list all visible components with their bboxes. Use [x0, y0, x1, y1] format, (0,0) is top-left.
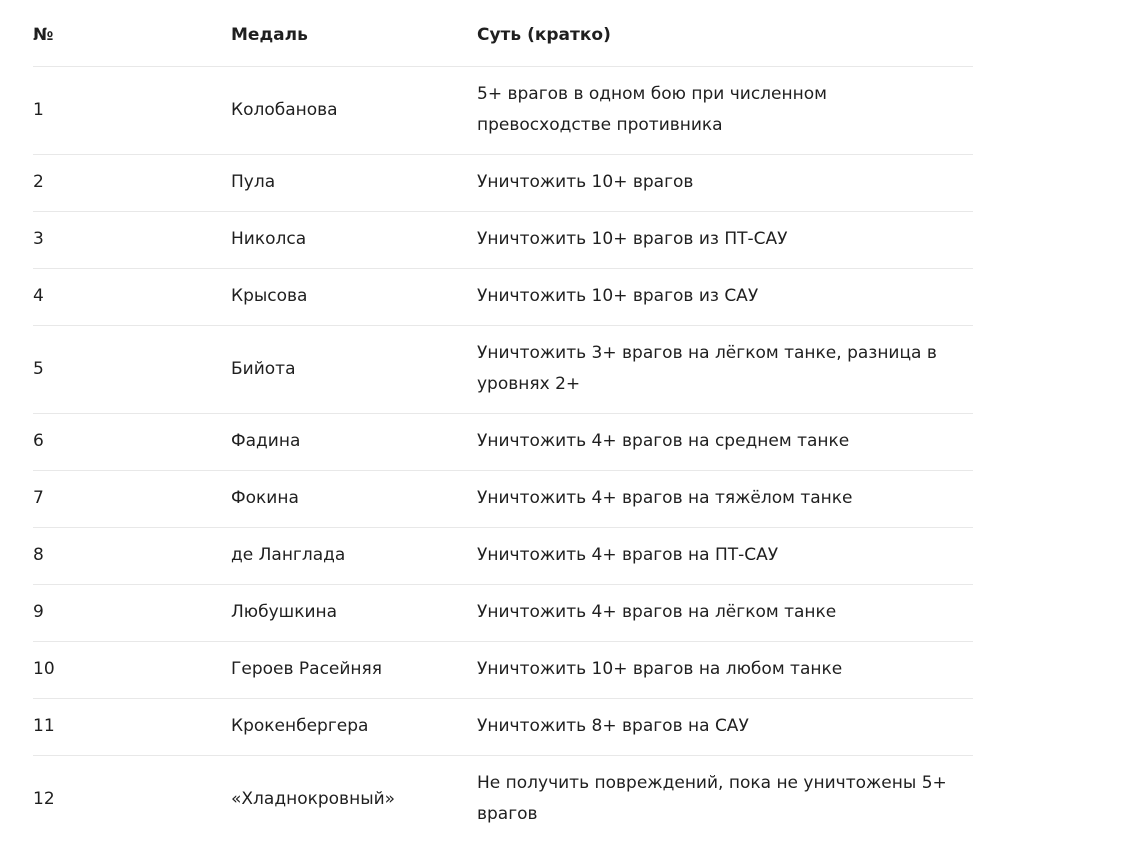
row-description: Уничтожить 4+ врагов на ПТ-САУ [477, 527, 973, 584]
row-description: Уничтожить 3+ врагов на лёгком танке, разница в уровнях 2+ [477, 325, 973, 413]
table-row [33, 211, 973, 268]
table-row [33, 66, 973, 154]
header-medal: Медаль [231, 0, 477, 66]
row-description: Уничтожить 10+ врагов [477, 154, 973, 211]
medals-table [33, 0, 973, 843]
row-number: 10 [33, 641, 231, 698]
row-description: Не получить повреждений, пока не уничтожены 5+ врагов [477, 773, 947, 825]
row-description: Уничтожить 4+ врагов на среднем танке [477, 413, 973, 470]
row-number: 8 [33, 527, 231, 584]
row-number: 11 [33, 698, 231, 755]
table-row [33, 641, 973, 698]
row-medal: Героев Расейняя [231, 641, 477, 698]
row-number: 6 [33, 413, 231, 470]
row-description: Уничтожить 8+ врагов на САУ [477, 698, 973, 755]
row-description: 5+ врагов в одном бою при численном превосходстве противника [477, 66, 973, 154]
row-medal: Колобанова [231, 66, 477, 154]
row-medal: «Хладнокровный» [231, 788, 396, 809]
row-medal: Пула [231, 154, 477, 211]
row-description: Уничтожить 4+ врагов на лёгком танке [477, 584, 973, 641]
table-header-row [33, 0, 973, 66]
table-row [33, 325, 973, 413]
row-number: 7 [33, 470, 231, 527]
table-row [33, 698, 973, 755]
row-number: 2 [33, 154, 231, 211]
row-number: 5 [33, 325, 231, 413]
row-description: Уничтожить 10+ врагов из ПТ-САУ [477, 211, 973, 268]
row-description: Уничтожить 10+ врагов из САУ [477, 268, 973, 325]
table-row [33, 154, 973, 211]
row-number: 12 [33, 788, 55, 809]
row-medal: Крысова [231, 268, 477, 325]
table-row [33, 268, 973, 325]
row-number: 3 [33, 211, 231, 268]
table-row [33, 470, 973, 527]
row-medal: Любушкина [231, 584, 477, 641]
row-medal: Фокина [231, 470, 477, 527]
table-row [33, 413, 973, 470]
row-description: Уничтожить 10+ врагов на любом танке [477, 641, 973, 698]
medals-table-container [33, 0, 973, 843]
table-row [33, 755, 973, 843]
table-row [33, 584, 973, 641]
row-medal: Николса [231, 211, 477, 268]
row-number: 9 [33, 584, 231, 641]
row-medal: Крокенбергера [231, 698, 477, 755]
row-medal: Бийота [231, 325, 477, 413]
table-row [33, 527, 973, 584]
row-medal: де Ланглада [231, 527, 477, 584]
header-number: № [33, 0, 231, 66]
row-description: Уничтожить 4+ врагов на тяжёлом танке [477, 470, 973, 527]
row-number: 4 [33, 268, 231, 325]
header-description: Суть (кратко) [477, 0, 973, 66]
row-number: 1 [33, 66, 231, 154]
row-medal: Фадина [231, 413, 477, 470]
